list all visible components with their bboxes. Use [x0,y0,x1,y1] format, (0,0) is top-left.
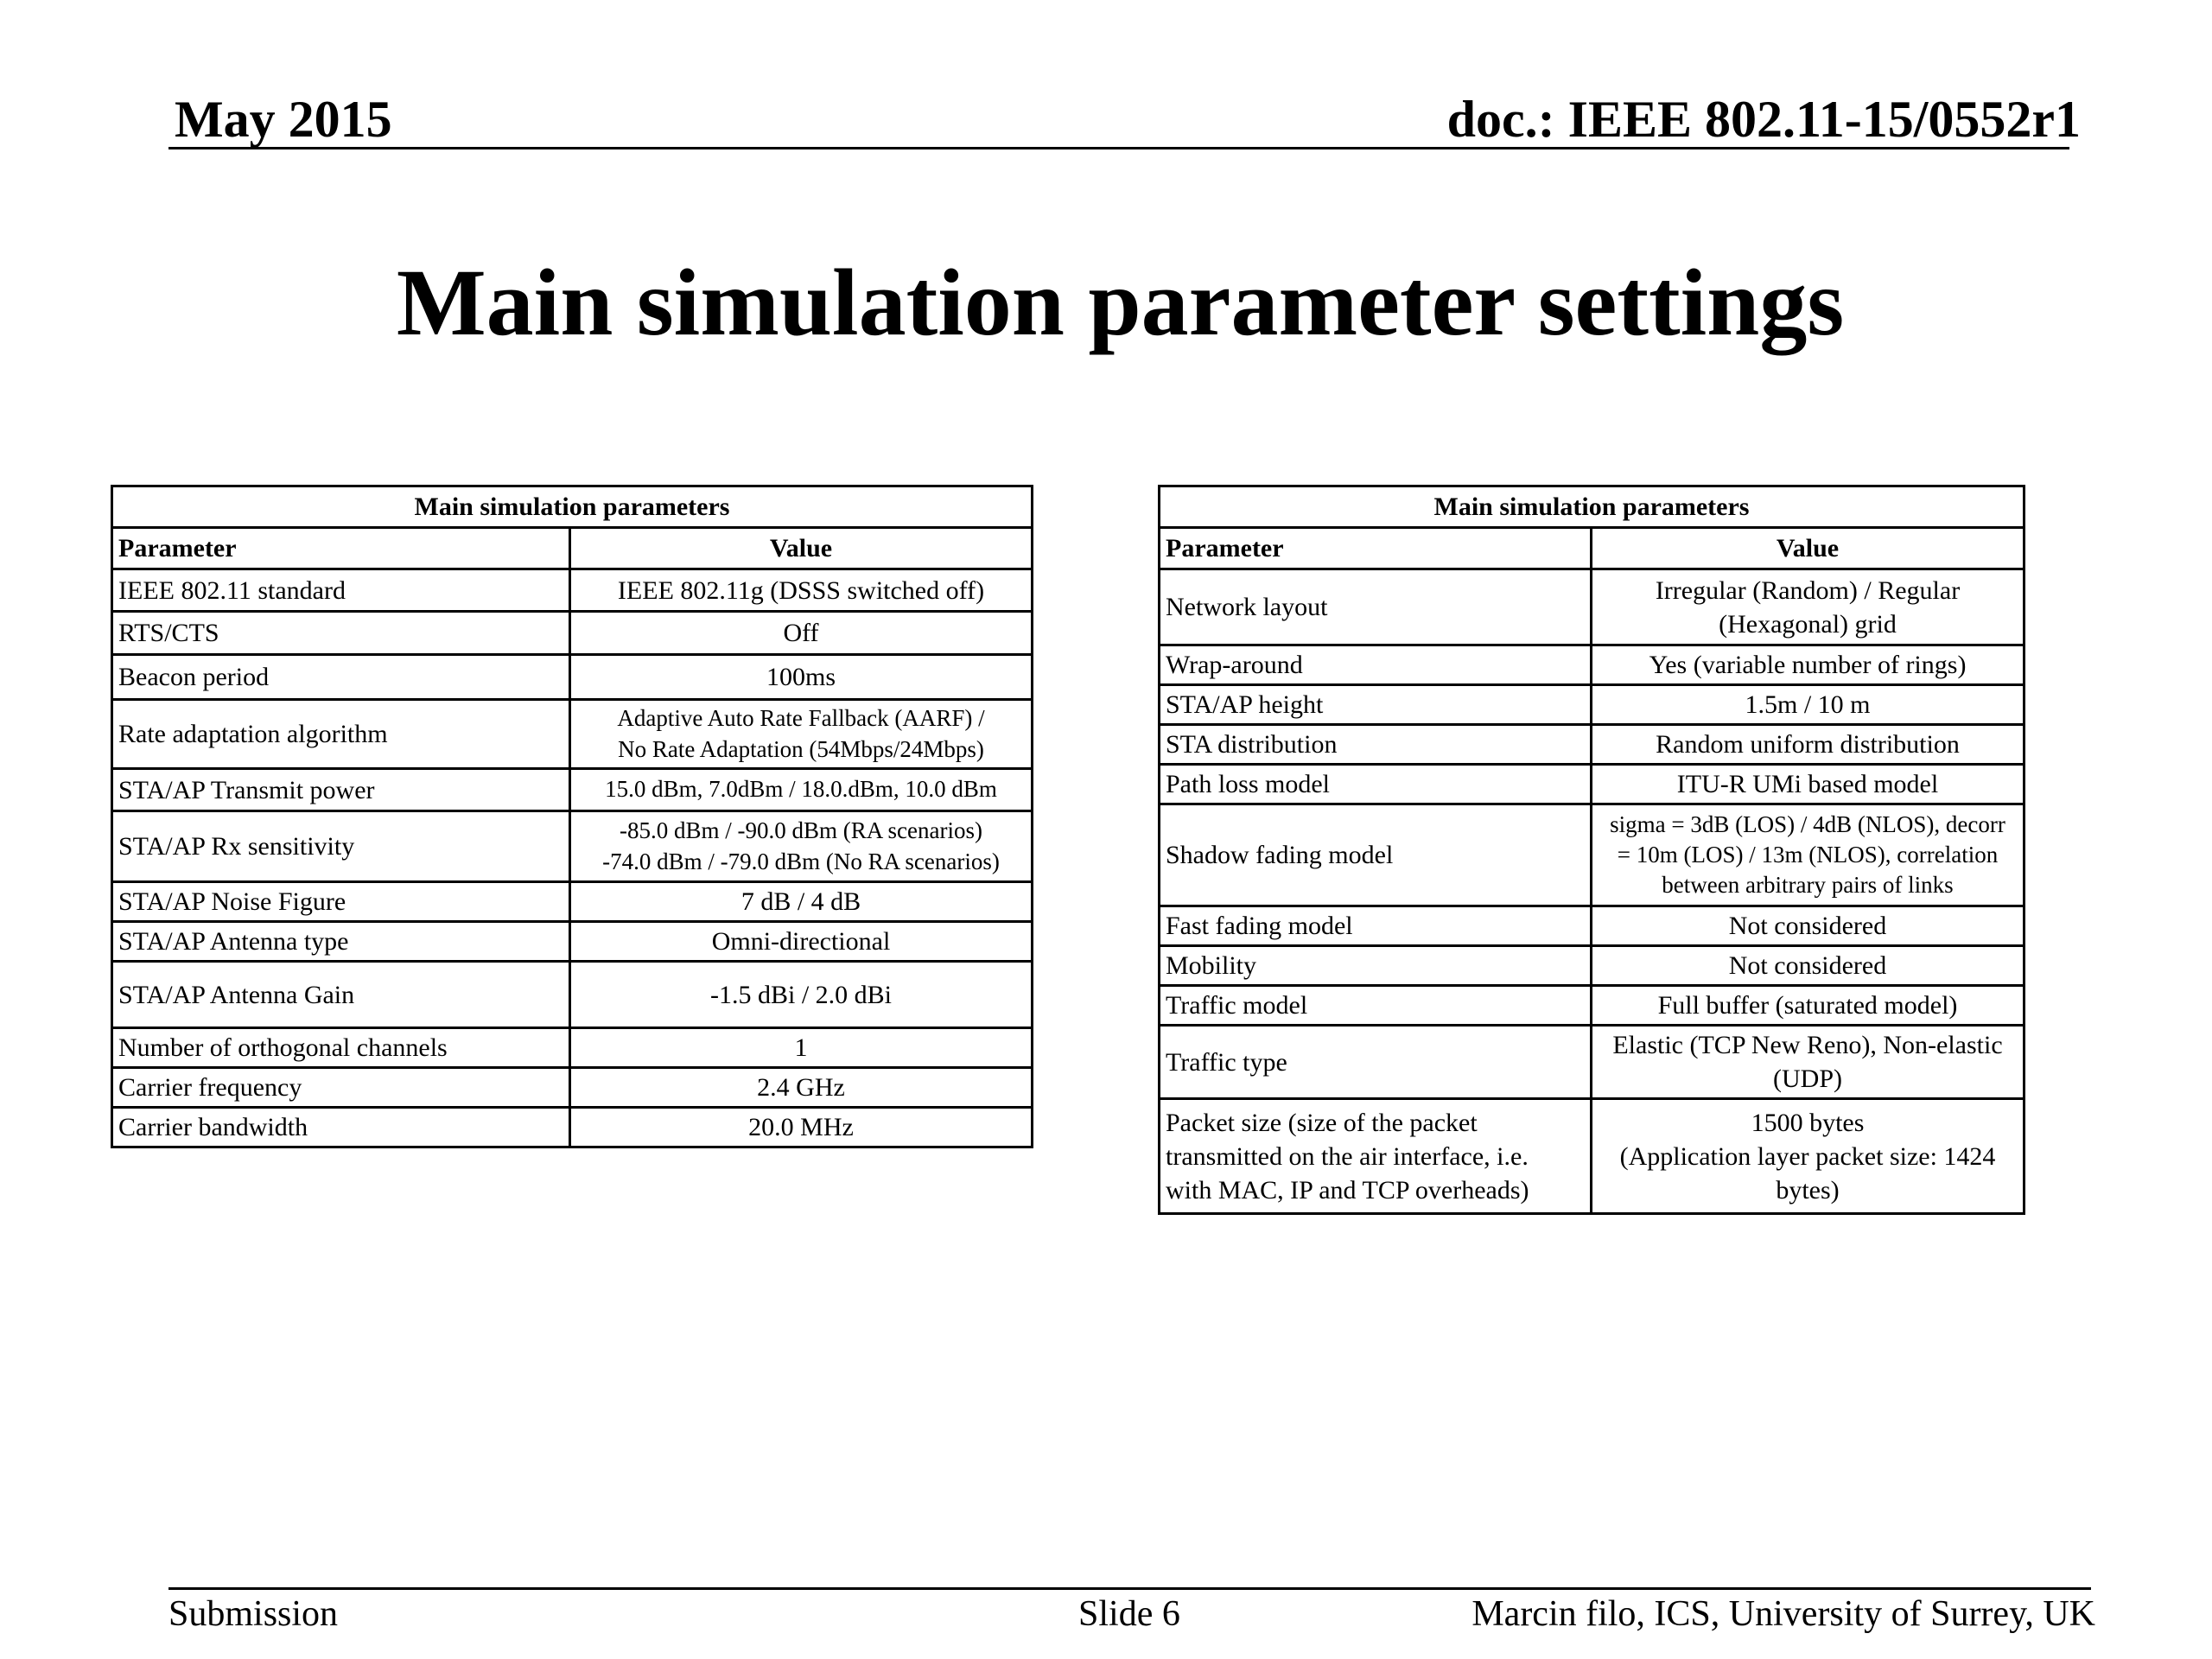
left-value-cell [570,569,1033,612]
left-param-cell: Beacon period [112,655,570,700]
left-param-cell: STA/AP Noise Figure [112,882,570,922]
cell-line: Traffic type [1166,1047,1287,1077]
right-table-row [1160,986,2024,1026]
left-table-caption: Main simulation parameters [112,486,1033,528]
cell-line: Path loss model [1166,770,1331,798]
cell-line: -85.0 dBm / -90.0 dBm (RA scenarios) [620,817,982,844]
left-table-row [112,811,1033,882]
right-value-cell [1592,569,2024,645]
header-date: May 2015 [175,91,392,148]
cell-line: Not considered [1728,912,1887,940]
right-value-cell [1592,725,2024,765]
right-value-cell [1592,906,2024,946]
right-table-header-parameter: Parameter [1160,528,1592,569]
left-value-cell [570,1028,1033,1068]
left-table-header-parameter: Parameter [112,528,570,569]
left-param-cell: RTS/CTS [112,612,570,655]
left-value-cell [570,811,1033,882]
right-table-row [1160,1099,2024,1214]
left-param-cell: IEEE 802.11 standard [112,569,570,612]
cell-line: Traffic model [1166,991,1308,1020]
left-table-row [112,1108,1033,1147]
right-param-cell [1160,1026,1592,1099]
right-value-cell [1592,804,2024,906]
left-value-cell [570,882,1033,922]
right-value-cell [1592,765,2024,804]
left-table-row [112,922,1033,962]
left-param-cell: Number of orthogonal channels [112,1028,570,1068]
left-table-row [112,1028,1033,1068]
right-table-body [1160,569,2024,1214]
cell-line: 1 [794,1033,808,1062]
cell-line: Full buffer (saturated model) [1657,991,1958,1020]
cell-line: -74.0 dBm / -79.0 dBm (No RA scenarios) [602,848,1000,874]
cell-line: Network layout [1166,593,1328,621]
left-value-cell [570,769,1033,811]
cell-line: -1.5 dBi / 2.0 dBi [709,980,892,1009]
right-table-row [1160,1026,2024,1099]
left-parameters-table [111,485,1033,1148]
cell-line: STA distribution [1166,730,1338,759]
right-table-row [1160,645,2024,685]
cell-line: ITU-R UMi based model [1676,770,1939,798]
cell-line: No Rate Adaptation (54Mbps/24Mbps) [618,735,984,762]
left-value-cell [570,700,1033,769]
right-value-cell [1592,685,2024,725]
left-param-cell: Carrier bandwidth [112,1108,570,1147]
cell-line: Omni-directional [711,927,891,956]
left-value-cell [570,612,1033,655]
cell-line: sigma = 3dB (LOS) / 4dB (NLOS), decorr [1610,810,2005,837]
cell-line: 7 dB / 4 dB [741,887,861,916]
cell-line: STA/AP height [1166,690,1324,719]
right-param-cell [1160,906,1592,946]
cell-line: 2.4 GHz [757,1073,845,1102]
cell-line: = 10m (LOS) / 13m (NLOS), correlation [1617,841,1999,868]
footer-author: Marcin filo, ICS, University of Surrey, UK [1471,1594,2095,1634]
right-table-caption: Main simulation parameters [1160,486,2024,528]
right-table-row [1160,906,2024,946]
right-table-row [1160,765,2024,804]
left-value-cell [570,1108,1033,1147]
right-param-cell [1160,569,1592,645]
left-value-cell [570,655,1033,700]
left-table-row [112,882,1033,922]
right-param-cell [1160,645,1592,685]
left-table-row [112,769,1033,811]
right-param-cell [1160,946,1592,986]
left-param-cell: STA/AP Antenna Gain [112,962,570,1028]
cell-line: (Hexagonal) grid [1719,609,1897,639]
right-param-cell [1160,804,1592,906]
header-divider [168,147,2069,149]
right-param-cell [1160,765,1592,804]
left-param-cell: STA/AP Transmit power [112,769,570,811]
right-value-cell [1592,946,2024,986]
left-param-cell: Rate adaptation algorithm [112,700,570,769]
left-table-row [112,569,1033,612]
left-param-cell: STA/AP Rx sensitivity [112,811,570,882]
footer-slide-number: Slide 6 [1078,1594,1180,1634]
left-param-cell: STA/AP Antenna type [112,922,570,962]
cell-line: between arbitrary pairs of links [1662,872,1954,899]
left-value-cell [570,1068,1033,1108]
right-value-cell [1592,1099,2024,1214]
cell-line: transmitted on the air interface, i.e. [1166,1141,1529,1171]
footer-submission: Submission [168,1594,339,1634]
right-table-header-value: Value [1592,528,2024,569]
left-table-row [112,1068,1033,1108]
right-parameters-table [1158,485,2025,1215]
left-table-body [112,569,1033,1147]
right-value-cell [1592,986,2024,1026]
cell-line: Shadow fading model [1166,841,1394,869]
right-table-row [1160,569,2024,645]
cell-line: Yes (variable number of rings) [1649,651,1967,679]
right-param-cell [1160,1099,1592,1214]
left-table-row [112,700,1033,769]
left-table-row [112,612,1033,655]
cell-line: Packet size (size of the packet [1166,1108,1478,1137]
right-table-row [1160,725,2024,765]
cell-line: Elastic (TCP New Reno), Non-elastic [1612,1031,2003,1059]
left-table-row [112,962,1033,1028]
left-value-cell [570,962,1033,1028]
cell-line: Irregular (Random) / Regular [1655,575,1961,605]
cell-line: 1500 bytes [1751,1108,1865,1137]
cell-line: Fast fading model [1166,912,1353,940]
cell-line: 20.0 MHz [748,1113,854,1141]
slide-title: Main simulation parameter settings [396,250,1845,355]
right-param-cell [1160,986,1592,1026]
left-value-cell [570,922,1033,962]
right-param-cell [1160,725,1592,765]
footer-divider [168,1587,2091,1590]
right-value-cell [1592,1026,2024,1099]
cell-line: with MAC, IP and TCP overheads) [1166,1175,1529,1205]
cell-line: 1.5m / 10 m [1745,690,1871,719]
right-value-cell [1592,645,2024,685]
left-table-header-value: Value [570,528,1033,569]
cell-line: Adaptive Auto Rate Fallback (AARF) / [617,705,985,732]
left-param-cell: Carrier frequency [112,1068,570,1108]
header-doc-id: doc.: IEEE 802.11-15/0552r1 [1446,91,2081,148]
cell-line: 15.0 dBm, 7.0dBm / 18.0.dBm, 10.0 dBm [605,776,997,803]
cell-line: Random uniform distribution [1656,730,1960,759]
cell-line: Not considered [1728,951,1887,980]
cell-line: Mobility [1166,951,1257,980]
cell-line: 100ms [766,663,836,691]
right-table-row [1160,946,2024,986]
right-table-row [1160,685,2024,725]
right-param-cell [1160,685,1592,725]
left-table-row [112,655,1033,700]
cell-line: Off [783,619,819,647]
cell-line: bytes) [1776,1175,1840,1205]
cell-line: IEEE 802.11g (DSSS switched off) [617,575,985,605]
right-table-row [1160,804,2024,906]
cell-line: (UDP) [1773,1065,1842,1093]
cell-line: (Application layer packet size: 1424 [1619,1141,1996,1171]
cell-line: Wrap-around [1166,651,1303,679]
